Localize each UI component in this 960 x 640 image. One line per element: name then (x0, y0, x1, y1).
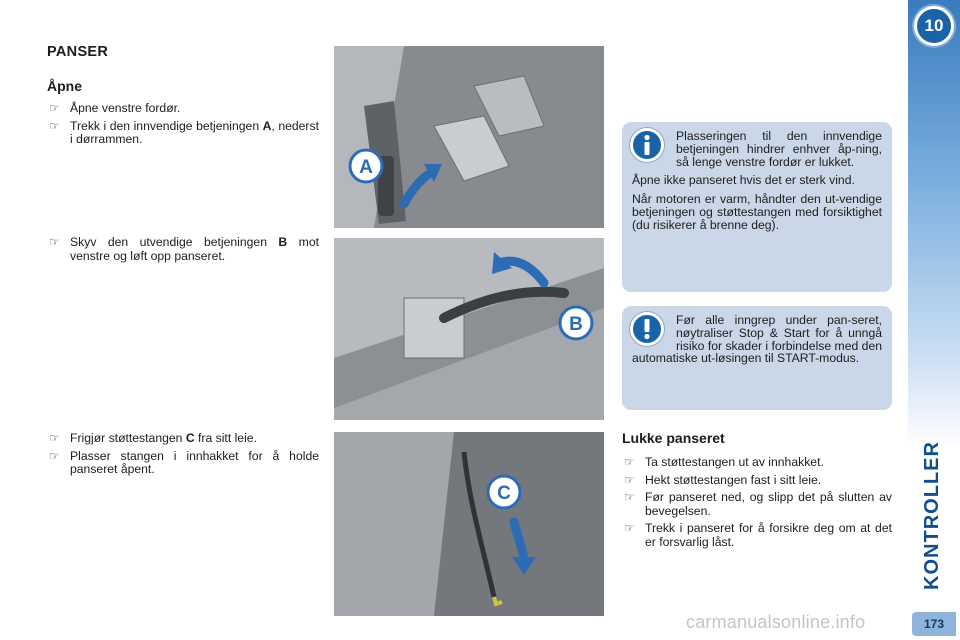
page-number: 173 (912, 612, 956, 636)
callout-label-a: A (359, 157, 373, 178)
info-paragraph: Åpne ikke panseret hvis det er sterk vind. (632, 173, 855, 188)
steps-list-close (622, 456, 892, 553)
finger-pointer-icon: ☞ (49, 235, 60, 249)
photo-support-rod (334, 432, 604, 616)
watermark: carmanualsonline.info (686, 612, 866, 632)
steps-list-c (47, 432, 319, 481)
warning-icon (630, 312, 664, 346)
list-item: ☞ Hekt støttestangen fast i sitt leie. (624, 472, 822, 487)
info-icon (630, 128, 664, 162)
section-label: KONTROLLER (920, 440, 943, 590)
finger-pointer-icon: ☞ (624, 455, 635, 469)
finger-pointer-icon: ☞ (49, 431, 60, 445)
warning-note-box (622, 306, 892, 410)
photo-exterior-release-lever (334, 238, 604, 420)
steps-list-b (47, 236, 319, 267)
finger-pointer-icon: ☞ (49, 118, 60, 133)
list-item: ☞ Skyv den utvendige betjeningen B mot venstre og løft opp panseret. (49, 235, 319, 263)
finger-pointer-icon: ☞ (49, 101, 60, 115)
list-item: ☞ Frigjør støttestangen C fra sitt leie. (49, 431, 257, 445)
list-item: ☞ Trekk i panseret for å forsikre deg om at det er forsvarlig låst. (624, 521, 892, 549)
info-paragraph: Plasseringen til den innvendige betjeningen hindrer enhver åp-ning, så lenge venstre fordør er lukket. (676, 129, 882, 169)
finger-pointer-icon: ☞ (49, 448, 60, 463)
callout-label-c: C (497, 483, 511, 504)
warning-paragraph: Før alle inngrep under pan-seret, nøytraliser Stop & Start for å unngå risiko for skader i forbindelse med den automatiske ut-løsingen til START-modus. (632, 313, 882, 366)
page-title: PANSER (47, 44, 109, 60)
finger-pointer-icon: ☞ (624, 521, 635, 535)
steps-list-a (47, 102, 319, 151)
finger-pointer-icon: ☞ (624, 472, 635, 487)
list-item: ☞ Ta støttestangen ut av innhakket. (624, 455, 824, 469)
callout-label-b: B (569, 314, 583, 335)
list-item: ☞ Før panseret ned, og slipp det på slutten av bevegelsen. (624, 490, 892, 518)
info-paragraph: Når motoren er varm, håndter den ut-vendige betjeningen og støttestangen med forsiktighet (du risikerer å brenne deg). (632, 192, 882, 232)
photo-interior-release-lever (334, 46, 604, 228)
section-heading-close: Lukke panseret (622, 430, 725, 446)
info-note-box (622, 122, 892, 292)
chapter-number-badge: 10 (914, 6, 954, 46)
finger-pointer-icon: ☞ (624, 490, 635, 504)
list-item: ☞ Trekk i den innvendige betjeningen A, nederst i dørrammen. (49, 118, 319, 146)
list-item: ☞ Åpne venstre fordør. (49, 101, 181, 115)
section-heading-open: Åpne (47, 78, 82, 94)
list-item: ☞ Plasser stangen i innhakket for å holde panseret åpent. (49, 448, 319, 476)
